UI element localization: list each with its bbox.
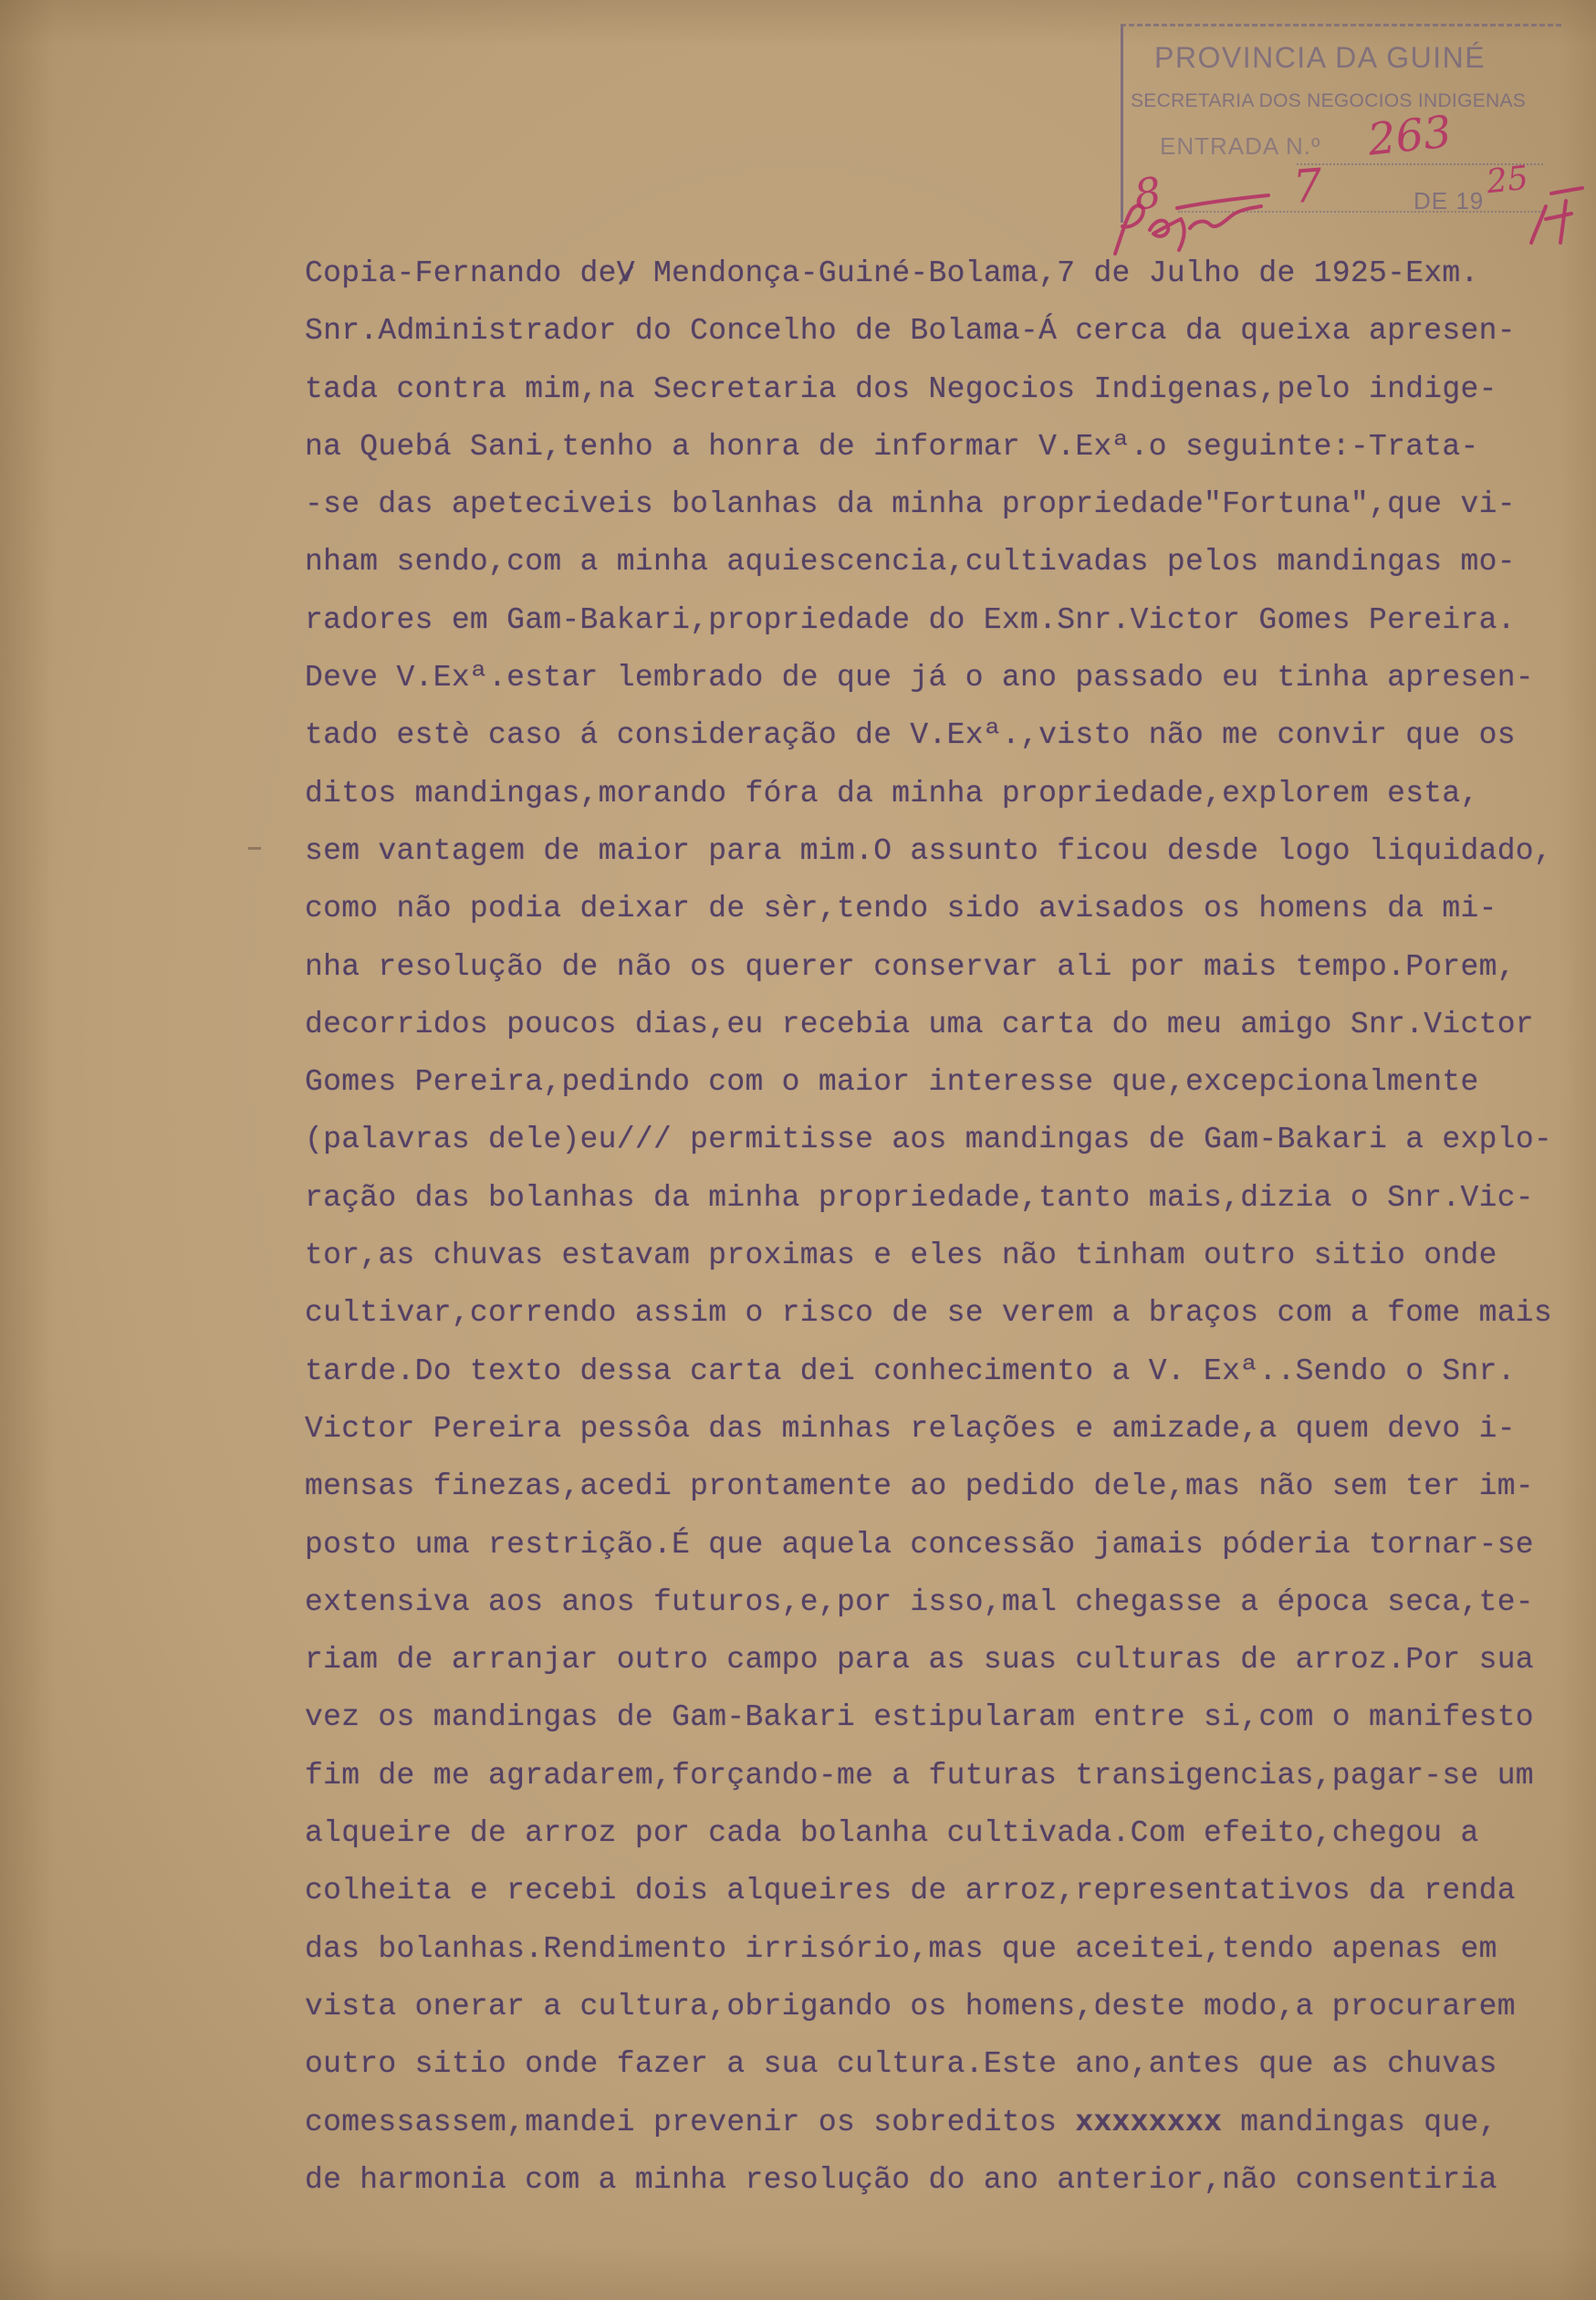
- stamp-entry-label: ENTRADA N.º: [1160, 132, 1321, 160]
- text-line: como não podia deixar de sèr,tendo sido avisados os homens da mi-: [305, 892, 1497, 926]
- text-line: riam de arranjar outro campo para as suas culturas de arroz.Por sua: [305, 1643, 1534, 1678]
- text-line: tado estè caso á consideração de V.Exª.,visto não me convir que os: [305, 718, 1516, 753]
- text-line: sem vantagem de maior para mim.O assunto ficou desde logo liquidado,: [305, 833, 1553, 868]
- margin-mark: [248, 847, 261, 850]
- text-line: tada contra mim,na Secretaria dos Negocios Indigenas,pelo indige-: [305, 371, 1497, 406]
- stamp-entry-number: 263: [1365, 106, 1455, 166]
- text-line: Gomes Pereira,pedindo com o maior interesse que,excepcionalmente: [305, 1065, 1479, 1100]
- text-line: vez os mandingas de Gam-Bakari estipularam entre si,com o manifesto: [305, 1700, 1534, 1735]
- text-segment: Mendonça-Guiné-Bolama,7 de Julho de 1925-Exm.: [634, 256, 1479, 290]
- stamp-year-label: DE 19: [1413, 187, 1485, 214]
- text-line: Snr.Administrador do Concelho de Bolama-Á cerca da queixa apresen-: [305, 314, 1516, 349]
- text-line: colheita e recebi dois alqueires de arroz,representativos da renda: [305, 1874, 1516, 1908]
- text-line: Deve V.Exª.estar lembrado de que já o ano passado eu tinha apresen-: [305, 661, 1534, 695]
- text-line: [305, 2094, 1582, 2151]
- text-line: outro sitio onde fazer a sua cultura.Este ano,antes que as chuvas: [305, 2047, 1497, 2082]
- struck-out-text: ///: [616, 1123, 673, 1157]
- text-line: ração das bolanhas da minha propriedade,tanto mais,dizia o Snr.Vic-: [305, 1180, 1534, 1215]
- text-line: nha resolução de não os querer conservar ali por mais tempo.Porem,: [305, 949, 1516, 984]
- stamp-department: SECRETARIA DOS NEGOCIOS INDIGENAS: [1131, 90, 1527, 111]
- text-line: cultivar,correndo assim o risco de se verem a braços com a fome mais: [305, 1296, 1553, 1331]
- text-line: na Quebá Sani,tenho a honra de informar V.Exª.o seguinte:-Trata-: [305, 429, 1479, 464]
- text-line: Victor Pereira pessôa das minhas relações e amizade,a quem devo i-: [305, 1411, 1516, 1446]
- text-segment: (palavras dele)eu: [305, 1123, 617, 1157]
- text-line: decorridos poucos dias,eu recebia uma carta do meu amigo Snr.Victor: [305, 1007, 1534, 1041]
- struck-out-text: V: [616, 256, 635, 290]
- text-line: fim de me agradarem,forçando-me a futuras transigencias,pagar-se um: [305, 1758, 1534, 1793]
- rubric-right: [1531, 188, 1582, 243]
- text-line: tarde.Do texto dessa carta dei conhecimento a V. Exª..Sendo o Snr.: [305, 1354, 1516, 1388]
- rubric-left-tail: [1190, 206, 1261, 228]
- text-segment: permitisse aos mandingas de Gam-Bakari a explo-: [672, 1123, 1553, 1157]
- text-line: nham sendo,com a minha aquiescencia,cultivadas pelos mandingas mo-: [305, 545, 1516, 580]
- text-line: [305, 1111, 1582, 1168]
- text-line: vista onerar a cultura,obrigando os homens,deste modo,a procurarem: [305, 1989, 1516, 2023]
- text-segment: comessassem,mandei prevenir os sobreditos: [305, 2105, 1076, 2139]
- stamp-date-month: 7: [1291, 158, 1324, 214]
- text-line: -se das apeteciveis bolanhas da minha propriedade"Fortuna",que vi-: [305, 487, 1516, 522]
- text-line: posto uma restrição.É que aquela concessão jamais póderia tornar-se: [305, 1527, 1534, 1562]
- text-line: de harmonia com a minha resolução do ano anterior,não consentiria: [305, 2162, 1497, 2197]
- stamp-title: PROVINCIA DA GUINÉ: [1154, 41, 1486, 74]
- text-line: das bolanhas.Rendimento irrisório,mas que aceitei,tendo apenas em: [305, 1931, 1497, 1966]
- text-line: extensiva aos anos futuros,e,por isso,mal chegasse a época seca,te-: [305, 1584, 1534, 1619]
- text-line: tor,as chuvas estavam proximas e eles não tinham outro sitio onde: [305, 1239, 1497, 1273]
- letter-body: [305, 245, 1582, 2209]
- text-line: alqueire de arroz por cada bolanha cultivada.Com efeito,chegou a: [305, 1816, 1479, 1851]
- text-line: radores em Gam-Bakari,propriedade do Exm.Snr.Victor Gomes Pereira.: [305, 602, 1516, 637]
- text-segment: mandingas que,: [1222, 2105, 1497, 2139]
- text-line: [305, 245, 1582, 302]
- text-line: ditos mandingas,morando fóra da minha propriedade,explorem esta,: [305, 776, 1479, 810]
- text-line: mensas finezas,acedi prontamente ao pedido dele,mas não sem ter im-: [305, 1469, 1534, 1504]
- struck-out-text: xxxxxxxx: [1075, 2105, 1223, 2139]
- stamp-year-suffix: 25: [1484, 159, 1530, 202]
- text-segment: Copia-Fernando de: [305, 256, 617, 290]
- stamp-date-day: 8: [1131, 167, 1164, 220]
